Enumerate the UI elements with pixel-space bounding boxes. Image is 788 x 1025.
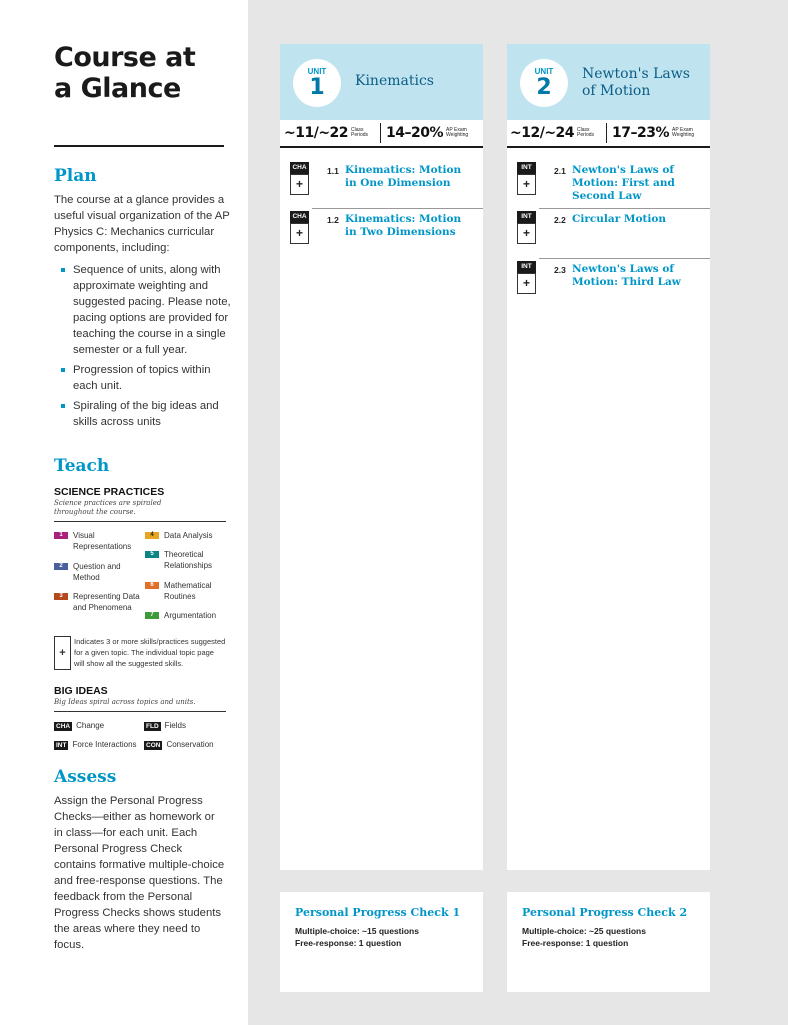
plan-intro: The course at a glance provides a useful visual organization of the AP Physics C: Mechanics curricular components, including: — [54, 194, 230, 254]
plan-bullets — [54, 262, 232, 434]
practice-5-label: Theoretical Relationships — [164, 550, 213, 570]
big-ideas-divider — [54, 711, 226, 712]
practice-6-badge: 6 — [145, 582, 159, 589]
practice-4 — [145, 530, 230, 541]
science-practices-title: SCIENCE PRACTICES — [54, 486, 165, 498]
plus-icon: + — [517, 223, 536, 244]
big-idea-label: Force Interactions — [72, 740, 137, 749]
plus-icon: + — [290, 223, 309, 244]
sidebar — [0, 0, 248, 1025]
ppc-multiple-choice: Multiple-choice: ~25 questions — [522, 926, 646, 936]
plan-bullet: Spiraling of the big ideas and skills across units — [54, 398, 232, 430]
topic-big-idea-tag: INT — [517, 261, 536, 273]
assess-heading: Assess — [54, 767, 117, 787]
plan-bullet: Sequence of units, along with approximate weighting and suggested pacing. Please note, pacing options are provided for teaching the course in a single semester or a full year. — [54, 262, 232, 358]
unit-1-header — [280, 44, 483, 120]
plus-legend-text: Indicates 3 or more skills/practices suggested for a given topic. The individual topic page will show all the suggested skills. — [74, 637, 226, 668]
page-title: Course at a Glance — [54, 42, 196, 104]
practice-4-label: Data Analysis — [164, 531, 213, 540]
plus-icon: + — [290, 174, 309, 195]
weighting-label: AP Exam Weighting — [672, 127, 695, 138]
unit-1-title: Kinematics — [355, 73, 434, 89]
big-idea-tag: FLD — [146, 722, 159, 730]
topic-divider — [539, 208, 710, 209]
practice-2-label: Question and Method — [73, 562, 121, 582]
topic-divider — [539, 258, 710, 259]
practice-2-badge: 2 — [54, 563, 68, 570]
periods-label: Class Periods — [577, 127, 594, 138]
assess-text: Assign the Personal Progress Checks—either as homework or in class—for each unit. Each Personal Progress Check contains formative multiple-choice and free-response questions. The feedback from the Personal Progress Checks shows students the areas where they need to focus. — [54, 795, 225, 951]
periods-label: Class Periods — [351, 127, 368, 138]
big-idea-tag: INT — [56, 741, 67, 749]
plus-icon: + — [54, 636, 71, 670]
big-idea-label: Fields — [164, 721, 186, 730]
plan-bullet: Progression of topics within each unit. — [54, 362, 232, 394]
practice-7 — [145, 610, 230, 621]
practice-5 — [145, 549, 230, 571]
topic-2-3[interactable] — [517, 261, 700, 295]
big-idea-label: Conservation — [166, 740, 214, 749]
practice-2 — [54, 561, 142, 583]
topic-link[interactable]: Newton's Laws of Motion: First and Second Law — [572, 164, 675, 202]
practice-1-label: Visual Representations — [73, 531, 132, 551]
big-idea-tag: CON — [146, 741, 161, 749]
unit-1-weighting: 14–20% — [386, 125, 444, 141]
science-practices-note: Science practices are spiraled throughout the course. — [54, 499, 162, 516]
topic-number: 2.1 — [554, 166, 566, 176]
unit-2-column — [507, 44, 710, 870]
practice-1-badge: 1 — [54, 532, 68, 539]
practice-3 — [54, 591, 142, 613]
topic-2-1[interactable] — [517, 162, 700, 206]
unit-2-title: Newton's Laws of Motion — [582, 66, 690, 99]
topic-big-idea-tag: CHA — [290, 162, 309, 174]
unit-2-header — [507, 44, 710, 120]
topic-1-2[interactable] — [290, 211, 473, 245]
topic-link[interactable]: Circular Motion — [572, 213, 666, 225]
topic-2-2[interactable] — [517, 211, 700, 245]
topic-number: 2.3 — [554, 265, 566, 275]
big-idea-label: Change — [76, 721, 105, 730]
practice-1 — [54, 530, 142, 552]
topic-number: 1.2 — [327, 215, 339, 225]
unit-2-weighting: 17–23% — [612, 125, 670, 141]
practice-7-badge: 7 — [145, 612, 159, 619]
plan-heading: Plan — [54, 166, 97, 186]
topic-number: 1.1 — [327, 166, 339, 176]
topic-divider — [312, 208, 483, 209]
practices-divider — [54, 521, 226, 522]
big-ideas-note: Big Ideas spiral across topics and units. — [54, 698, 196, 706]
ppc-title[interactable]: Personal Progress Check 2 — [522, 906, 688, 919]
unit-2-badge: UNIT 2 — [520, 59, 568, 107]
pace-separator — [606, 123, 607, 143]
teach-heading: Teach — [54, 456, 110, 476]
weighting-label: AP Exam Weighting — [446, 127, 469, 138]
ppc-multiple-choice: Multiple-choice: ~15 questions — [295, 926, 419, 936]
topic-link[interactable]: Kinematics: Motion in Two Dimensions — [345, 213, 462, 238]
topic-number: 2.2 — [554, 215, 566, 225]
personal-progress-check-2 — [507, 892, 710, 992]
unit-2-periods: ~12/~24 — [510, 125, 575, 141]
plus-icon: + — [517, 174, 536, 195]
topic-1-1[interactable] — [290, 162, 473, 196]
title-divider — [54, 145, 224, 147]
topic-big-idea-tag: INT — [517, 211, 536, 223]
unit-1-badge: UNIT 1 — [293, 59, 341, 107]
big-idea-tag: CHA — [56, 722, 71, 730]
big-idea-conservation — [144, 740, 214, 750]
big-ideas-title: BIG IDEAS — [54, 685, 108, 697]
practice-6 — [145, 580, 230, 602]
pace-separator — [380, 123, 381, 143]
big-idea-change — [54, 721, 104, 731]
ppc-title[interactable]: Personal Progress Check 1 — [295, 906, 461, 919]
personal-progress-check-1 — [280, 892, 483, 992]
practice-6-label: Mathematical Routines — [164, 581, 212, 601]
topic-big-idea-tag: CHA — [290, 211, 309, 223]
ppc-free-response: Free-response: 1 question — [295, 938, 402, 948]
ppc-free-response: Free-response: 1 question — [522, 938, 629, 948]
unit-1-periods: ~11/~22 — [284, 125, 349, 141]
practice-3-label: Representing Data and Phenomena — [73, 592, 140, 612]
practice-4-badge: 4 — [145, 532, 159, 539]
unit-1-column — [280, 44, 483, 870]
topic-link[interactable]: Kinematics: Motion in One Dimension — [345, 164, 462, 189]
unit-1-pacing — [280, 120, 483, 148]
plus-icon: + — [517, 273, 536, 294]
practice-3-badge: 3 — [54, 593, 68, 600]
big-idea-force-interactions — [54, 740, 137, 750]
big-idea-fields — [144, 721, 186, 731]
topic-big-idea-tag: INT — [517, 162, 536, 174]
practice-5-badge: 5 — [145, 551, 159, 558]
topic-link[interactable]: Newton's Laws of Motion: Third Law — [572, 263, 681, 288]
unit-2-pacing — [507, 120, 710, 148]
practice-7-label: Argumentation — [164, 611, 217, 620]
